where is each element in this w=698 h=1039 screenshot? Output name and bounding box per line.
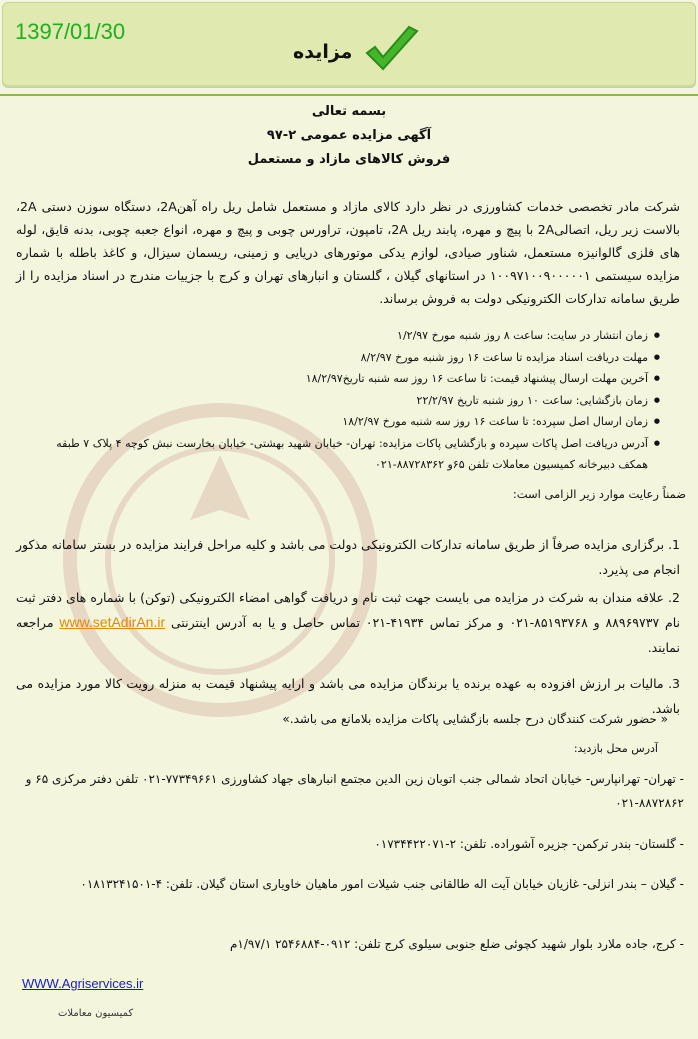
requirements-note: ضمناً رعایت موارد زیر الزامی است:	[512, 487, 686, 501]
attendance-note: « حضور شرکت کنندگان درح جلسه بازگشایی پاکات مزایده بلامانع می باشد.»	[282, 712, 668, 726]
list-item: ● زمان بازگشایی: ساعت ۱۰ روز شنبه تاریخ ۲۲/۲/۹۷	[30, 390, 660, 412]
address-gilan: - گیلان – بندر انزلی- غازیان خیابان آیت اله طالقانی جنب شیلات امور ماهیان خاویاری استان گیلان. تلفن: ۴-۰۱۸۱۳۲۴۱۵۰۱	[80, 877, 684, 891]
list-item: ● مهلت دریافت اسناد مزایده تا ساعت ۱۶ روز شنبه مورخ ۸/۲/۹۷	[30, 347, 660, 369]
list-item: ● آدرس دریافت اصل پاکات سپرده و بازگشایی پاکات مزایده: تهران- خیابان شهید بهشتی- خیابان بخارست نبش کوچه ۴ پلاک ۷ طبقه همکف دبیرخانه کمیسیون معاملات تلفن ۶۵و ۸۸۷۲۸۳۶۲-۰۲۱	[30, 433, 660, 476]
requirement-1: 1. برگزاری مزایده صرفاً از طریق سامانه تدارکات الکترونیکی دولت می باشد و کلیه مراحل فرایند مزایده در بستر سامانه مذکور انجام می پذیرد.	[16, 536, 680, 577]
schedule-list	[30, 325, 676, 476]
header-separator	[0, 94, 698, 96]
header-banner	[2, 2, 696, 88]
list-item: ● آخرین مهلت ارسال پیشنهاد قیمت: تا ساعت ۱۶ روز سه شنبه تاریخ۱۸/۲/۹۷	[30, 368, 660, 390]
intro-paragraph: شرکت مادر تخصصی خدمات کشاورزی در نظر دارد کالای مازاد و مستعمل شامل ریل راه آهن2A، دستگاه سوزن دستی 2A، بالاست زیر ریل، اتصالی2A با پیچ و مهره، پابند ریل 2A، تامپون، تراورس چوبی و پیچ و مهره، انواع جعبه چوبی، بدنه قایق، لوله های فلزی گالوانیزه مستعمل، شناور صیادی، لوازم یدکی موتورهای دریایی و زمینی، ریسمان سیزال، و کاغذ باطله با شماره مزایده سیستمی ۱۰۰۹۷۱۰۰۹۰۰۰۰۰۱ در استانهای گیلان ، گلستان و انبارهای تهران و کرج با جزییات مندرج در اسناد مزایده را از طریق سامانه تدارکات الکترونیکی دولت به فروش برساند.	[16, 198, 681, 306]
requirement-2-text: 2. علاقه مندان به شرکت در مزایده می بایست جهت ثبت نام و دریافت گواهی امضاء الکترونیکی (توکن) با شماره های دفتر ثبت نام ۸۸۹۶۹۷۳۷ و ۸۵۱۹۳۷۶۸-۰۲۱ و مرکز تماس ۴۱۹۳۴-۰۲۱ تماس حاصل و یا به آدرس اینترنتی	[16, 589, 680, 630]
list-item: ● زمان ارسال اصل سپرده: تا ساعت ۱۶ روز سه شنبه مورخ ۱۸/۲/۹۷	[30, 411, 660, 433]
tender-number-heading: آگهی مزایده عمومی ۲-۹۷	[266, 128, 432, 143]
agriservices-link[interactable]: WWW.Agriservices.ir	[22, 976, 144, 991]
requirement-3: 3. مالیات بر ارزش افزوده به عهده برنده یا برندگان مزایده می باشد و ارایه پیشنهاد قیمت به منزله رویت کالا مورد مزایده می باشد.	[16, 675, 680, 716]
requirement-2-end: مراجعه نمایند.	[16, 614, 680, 655]
tender-subject-heading: فروش کالاهای مازاد و مستعمل	[247, 152, 451, 167]
address-karaj: - کرج، جاده ملارد بلوار شهید کچوئی ضلع جنوبی سیلوی کرج تلفن: ۰۹۱۲-۲۵۴۶۸۸۴ ۱/۹۷/۱م	[229, 937, 684, 951]
requirement-2	[16, 585, 680, 660]
bismillah-heading: بسمه تعالی	[311, 104, 387, 119]
publish-date: 1397/01/30	[15, 19, 126, 44]
list-item: ● زمان انتشار در سایت: ساعت ۸ روز شنبه مورخ ۱/۲/۹۷	[30, 325, 660, 347]
address-golestan: - گلستان- بندر ترکمن- جزیره آشوراده. تلفن: ۲-۰۱۷۳۴۴۲۲۰۷۱	[374, 837, 684, 851]
setadiran-link[interactable]: www.setAdirAn.ir	[59, 613, 166, 630]
visit-address-title: آدرس محل بازدید:	[573, 742, 658, 755]
checkmark-icon	[363, 25, 421, 79]
signature-commission: کمیسیون معاملات	[58, 1008, 134, 1019]
header-title: مزایده	[293, 41, 353, 63]
address-tehran: - تهران- تهرانپارس- خیابان اتحاد شمالی جنب اتوبان زین الدین مجتمع انبارهای جهاد کشاورزی ۷۷۳۴۹۶۶۱-۰۲۱ تلفن دفتر مرکزی ۶۵ و ۸۸۷۲۸۶۲-۰۲۱	[25, 772, 684, 810]
